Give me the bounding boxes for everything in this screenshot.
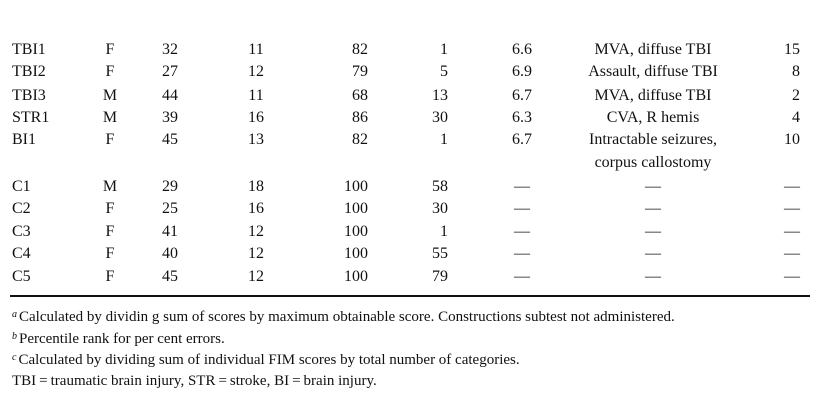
cell-months: 2	[792, 87, 800, 104]
cell-id: C1	[12, 178, 31, 195]
cell-mean: —	[514, 200, 530, 217]
cell-education: 12	[248, 223, 264, 240]
cell-score: 79	[352, 63, 368, 80]
footnote-b	[12, 329, 225, 349]
cell-age: 39	[162, 109, 178, 126]
footnote-abbreviations	[12, 371, 377, 391]
cell-months: —	[784, 245, 800, 262]
cell-months: 8	[792, 63, 800, 80]
cell-score: 82	[352, 131, 368, 148]
cell-cause: —	[645, 178, 661, 195]
cell-age: 27	[162, 63, 178, 80]
cell-mean: 6.3	[512, 109, 532, 126]
cell-percentile: 79	[432, 268, 448, 285]
cell-education: 13	[248, 131, 264, 148]
cell-sex: M	[102, 178, 118, 195]
cell-sex: M	[102, 87, 118, 104]
cell-score: 100	[344, 200, 368, 217]
cell-age: 44	[162, 87, 178, 104]
cell-age: 32	[162, 41, 178, 58]
cell-age: 41	[162, 223, 178, 240]
cell-id: C4	[12, 245, 31, 262]
footnote-text: Calculated by dividing sum of individual FIM scores by total number of categories.	[18, 352, 520, 368]
footnote-text: Calculated by dividin g sum of scores by maximum obtainable score. Constructions subtest not administered.	[19, 309, 675, 325]
table-row	[0, 40, 820, 60]
cell-sex: F	[105, 131, 115, 148]
footnote-text: Percentile rank for per cent errors.	[19, 331, 225, 347]
cell-months: —	[784, 200, 800, 217]
table-row	[0, 177, 820, 197]
cell-id: TBI2	[12, 63, 46, 80]
cell-cause: —	[645, 200, 661, 217]
cell-mean: —	[514, 268, 530, 285]
cell-sex: F	[105, 223, 115, 240]
cell-mean: 6.7	[512, 87, 532, 104]
cell-mean: 6.7	[512, 131, 532, 148]
cell-score: 86	[352, 109, 368, 126]
cell-id: TBI3	[12, 87, 46, 104]
cell-months: 4	[792, 109, 800, 126]
cell-percentile: 30	[432, 200, 448, 217]
cell-cause: —	[645, 268, 661, 285]
cell-percentile: 5	[440, 63, 448, 80]
table-row	[0, 244, 820, 264]
cell-mean: —	[514, 245, 530, 262]
cell-cause: MVA, diffuse TBI	[594, 41, 712, 58]
cell-age: 29	[162, 178, 178, 195]
cell-percentile: 1	[440, 223, 448, 240]
cell-percentile: 58	[432, 178, 448, 195]
cell-education: 11	[248, 41, 264, 58]
cell-score: 100	[344, 223, 368, 240]
cell-percentile: 1	[440, 131, 448, 148]
cell-cause: —	[645, 223, 661, 240]
cell-id: C3	[12, 223, 31, 240]
cell-cause: Assault, diffuse TBI	[588, 63, 718, 80]
cell-sex: F	[105, 41, 115, 58]
cell-mean: —	[514, 178, 530, 195]
cell-months: —	[784, 223, 800, 240]
cell-months: 10	[784, 131, 800, 148]
cell-score: 100	[344, 268, 368, 285]
cell-sex: M	[102, 109, 118, 126]
cell-id: STR1	[12, 109, 50, 126]
cell-education: 12	[248, 63, 264, 80]
cell-months: 15	[784, 41, 800, 58]
cell-score: 100	[344, 245, 368, 262]
footnote-marker: c	[12, 352, 17, 363]
table-row-continuation	[0, 153, 820, 173]
table-row	[0, 267, 820, 287]
table-row	[0, 130, 820, 150]
cell-id: BI1	[12, 131, 36, 148]
cell-age: 45	[162, 268, 178, 285]
cell-percentile: 55	[432, 245, 448, 262]
cell-percentile: 1	[440, 41, 448, 58]
cell-months: —	[784, 178, 800, 195]
table-bottom-rule	[10, 295, 810, 297]
cell-id: C5	[12, 268, 31, 285]
cell-sex: F	[105, 200, 115, 217]
footnote-c	[12, 350, 520, 370]
cell-age: 25	[162, 200, 178, 217]
footnote-text: TBI = traumatic brain injury, STR = stroke, BI = brain injury.	[12, 373, 377, 389]
table-row	[0, 108, 820, 128]
cell-mean: 6.6	[512, 41, 532, 58]
footnote-a	[12, 307, 675, 327]
cell-percentile: 30	[432, 109, 448, 126]
cell-education: 12	[248, 245, 264, 262]
cell-education: 12	[248, 268, 264, 285]
cell-cause: CVA, R hemis	[606, 109, 700, 126]
cell-education: 16	[248, 200, 264, 217]
cell-age: 40	[162, 245, 178, 262]
cell-sex: F	[105, 63, 115, 80]
cell-sex: F	[105, 245, 115, 262]
cell-mean: 6.9	[512, 63, 532, 80]
table-row	[0, 62, 820, 82]
cell-cause-continued: corpus callostomy	[594, 154, 712, 171]
cell-percentile: 13	[432, 87, 448, 104]
cell-score: 82	[352, 41, 368, 58]
cell-score: 68	[352, 87, 368, 104]
cell-education: 18	[248, 178, 264, 195]
footnote-marker: b	[12, 331, 17, 342]
table-row	[0, 199, 820, 219]
cell-cause: Intractable seizures,	[589, 131, 717, 148]
cell-score: 100	[344, 178, 368, 195]
cell-education: 11	[248, 87, 264, 104]
footnote-marker: a	[12, 309, 17, 320]
cell-id: C2	[12, 200, 31, 217]
cell-education: 16	[248, 109, 264, 126]
cell-cause: MVA, diffuse TBI	[594, 87, 712, 104]
cell-months: —	[784, 268, 800, 285]
table-row	[0, 222, 820, 242]
cell-id: TBI1	[12, 41, 46, 58]
table-row	[0, 86, 820, 106]
cell-sex: F	[105, 268, 115, 285]
cell-cause: —	[645, 245, 661, 262]
cell-age: 45	[162, 131, 178, 148]
cell-mean: —	[514, 223, 530, 240]
